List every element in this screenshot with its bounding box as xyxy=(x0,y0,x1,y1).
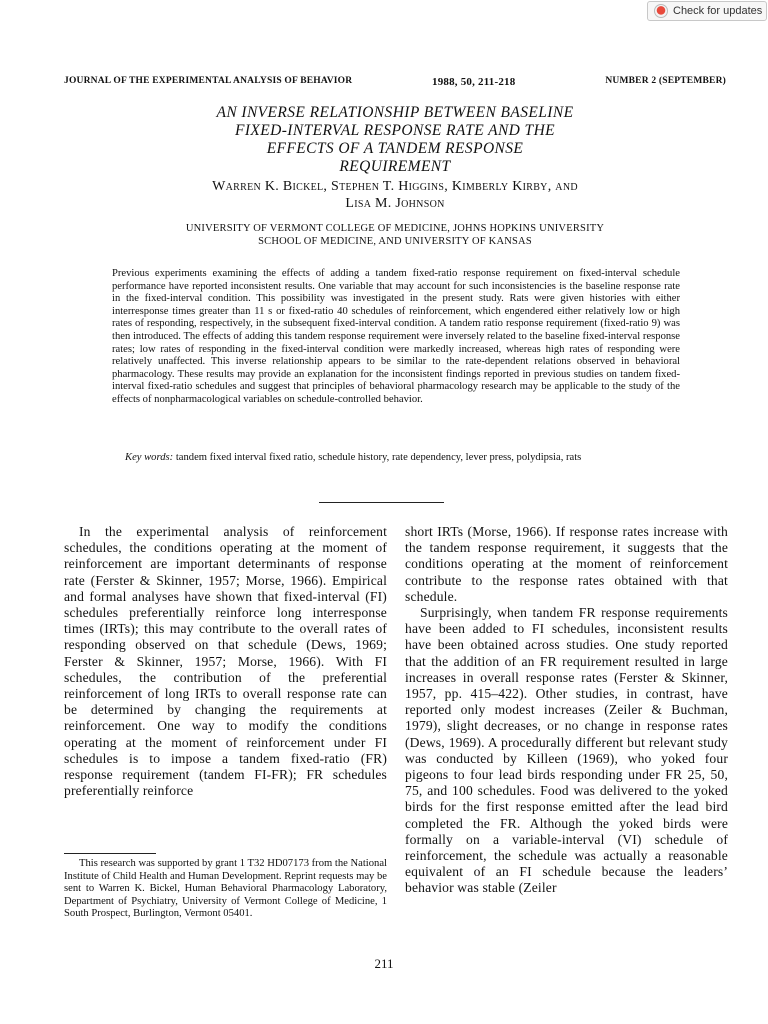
affiliation-line: UNIVERSITY OF VERMONT COLLEGE OF MEDICINE, JOHNS HOPKINS UNIVERSITY xyxy=(185,223,605,234)
author-line: Warren K. Bickel, Stephen T. Higgins, Kimberly Kirby, and xyxy=(212,179,578,194)
check-for-updates-badge[interactable] xyxy=(647,1,767,21)
crossmark-icon xyxy=(654,4,668,18)
abstract: Previous experiments examining the effects of adding a tandem fixed-ratio response requirement on fixed-interval schedule performance have reported inconsistent results. One variable that may account for such inconsistencies is the baseline response rate in the fixed-interval condition. This possibility was investigated in the present study. Rats were given histories with either interresponse times greater than 11 s or fixed-ratio 40 schedules of reinforcement, which engendered either relatively low or high rates of responding, respectively, in the subsequent fixed-interval condition. A tandem ratio response requirement (fixed-ratio 9) was then introduced. The effects of adding this tandem response requirement were inversely related to the baseline fixed-interval response rates; low rates of responding in the fixed-interval condition were markedly increased, whereas high rates of responding were relatively unaffected. This inverse relationship appears to be similar to the rate-dependent relations observed in behavioral pharmacology. These results may provide an explanation for the inconsistent findings reported in previous studies on tandem fixed-interval fixed-ratio schedules and suggest that principles of behavioral pharmacology research may be applicable to the study of the effects of nonpharmacological variables on schedule-controlled behavior. xyxy=(112,268,680,405)
keywords-text: tandem fixed interval fixed ratio, schedule history, rate dependency, lever press, polydipsia, rats xyxy=(175,452,582,463)
keywords-label: Key words: xyxy=(125,452,174,463)
title-line: REQUIREMENT xyxy=(339,158,451,175)
running-head xyxy=(64,76,726,88)
affiliation-line: SCHOOL OF MEDICINE, AND UNIVERSITY OF KANSAS xyxy=(258,235,532,247)
body-right-column xyxy=(405,524,728,897)
issue-number: NUMBER 2 (SEPTEMBER) xyxy=(605,76,726,86)
journal-name: JOURNAL OF THE EXPERIMENTAL ANALYSIS OF BEHAVIOR xyxy=(64,76,353,86)
title-line: AN INVERSE RELATIONSHIP BETWEEN BASELINE xyxy=(216,104,574,121)
year-volume-pages: 1988, 50, 211-218 xyxy=(432,76,516,88)
body-paragraph: In the experimental analysis of reinforcement schedules, the conditions operating at the moment of reinforcement are important determinants of response rate (Ferster & Skinner, 1957; Morse, 1966). Empirical and formal analyses have shown that fixed-interval (FI) schedules preferentially reinforce long interresponse times (IRTs); this may contribute to the overall rates of responding observed on that schedule (Dews, 1969; Ferster & Skinner, 1957; Morse, 1966). With FI schedules, the contribution of the preferential reinforcement of long IRTs to overall response rate can be determined by changing the requirements at reinforcement. One way to modify the conditions operating at the moment of reinforcement under FI schedules is to impose a tandem fixed-ratio (FR) response requirement (tandem FI-FR); FR schedules preferentially reinforce xyxy=(64,524,387,799)
title-line: FIXED-INTERVAL RESPONSE RATE AND THE xyxy=(234,122,556,139)
author-line: Lisa M. Johnson xyxy=(345,196,445,211)
section-divider xyxy=(319,502,444,503)
title-line: EFFECTS OF A TANDEM RESPONSE xyxy=(266,140,524,157)
body-paragraph: Surprisingly, when tandem FR response requirements have been added to FI schedules, inconsistent results have been obtained across studies. One study reported that the addition of an FR requirement resulted in large increases in overall response rates (Ferster & Skinner, 1957, pp. 415–422). Other studies, in contrast, have reported only modest increases (Zeiler & Buchman, 1979), slight decreases, or no change in response rates (Dews, 1969). A procedurally different but relevant study was conducted by Killeen (1969), who yoked four pigeons to four lead birds responding under FR 25, 50, 75, and 100 schedules. Food was delivered to the yoked birds for the first response emitted after the lead bird completed the FR. Although the yoked birds were formally on a variable-interval (VI) schedule of reinforcement, the schedule was actually a reasonable equivalent of an FI schedule because the leaders’ behavior was stable (Zeiler xyxy=(405,605,728,896)
footnote: This research was supported by grant 1 T32 HD07173 from the National Institute of Child Health and Human Development. Reprint requests may be sent to Warren K. Bickel, Human Behavioral Pharmacology Laboratory, Department of Psychiatry, University of Vermont College of Medicine, 1 South Prospect, Burlington, Vermont 05401. xyxy=(64,858,387,920)
check-for-updates-label: Check for updates xyxy=(673,5,763,17)
affiliations xyxy=(64,223,726,248)
page-number: 211 xyxy=(374,956,394,971)
keywords xyxy=(112,452,680,465)
author-list xyxy=(64,178,726,212)
body-paragraph-continued: short IRTs (Morse, 1966). If response rates increase with the tandem response requirement, it suggests that the conditions operating at the moment of reinforcement contribute to the response rates obtained with that schedule. xyxy=(405,524,728,604)
footnote-rule xyxy=(64,853,156,854)
article-title xyxy=(64,104,726,176)
body-left-column xyxy=(64,524,387,799)
